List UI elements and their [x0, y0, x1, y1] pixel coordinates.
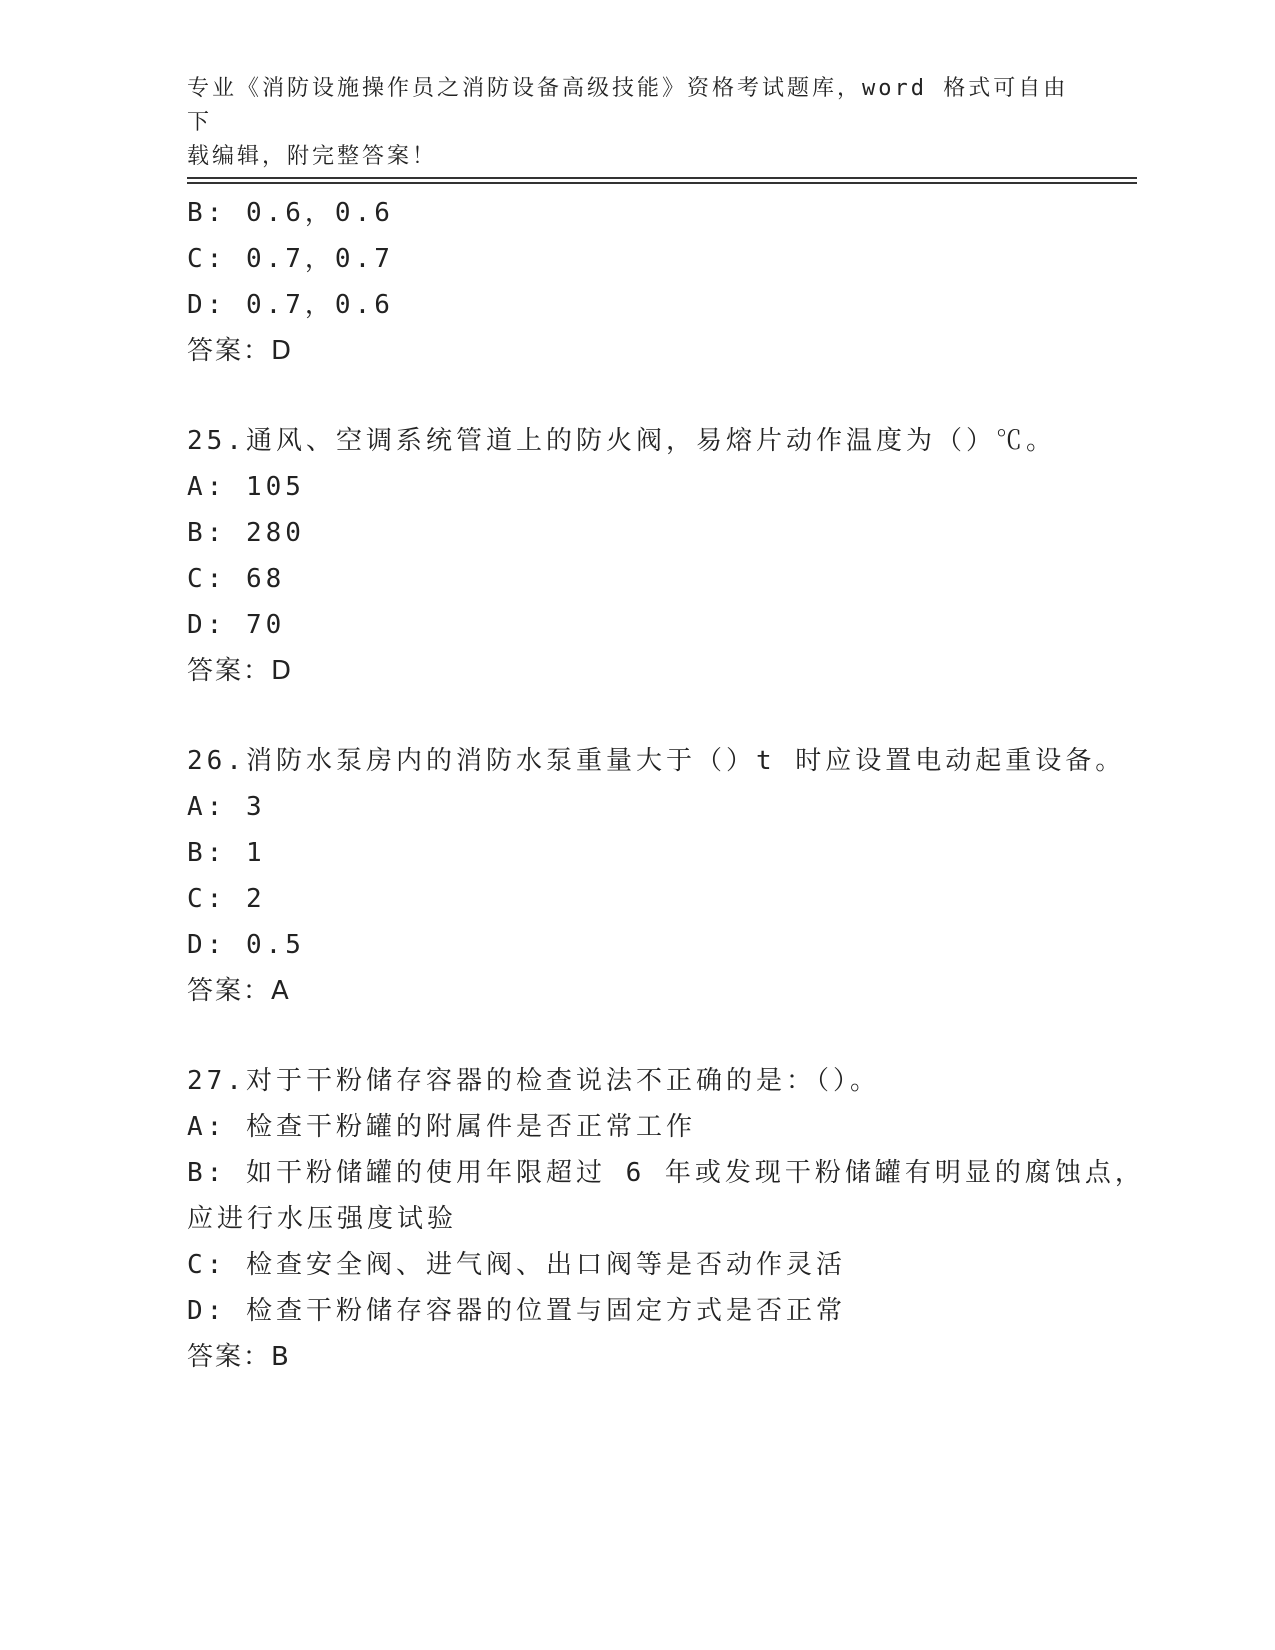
option-d: D: 检查干粉储存容器的位置与固定方式是否正常 [187, 1296, 846, 1326]
option-c: C: 2 [187, 884, 266, 914]
header-line-1: 专业《消防设施操作员之消防设备高级技能》资格考试题库，word 格式可自由下 [187, 76, 1069, 135]
option-b: B: 280 [187, 518, 305, 548]
option-a: A: 检查干粉罐的附属件是否正常工作 [187, 1112, 696, 1142]
option-b: B: 1 [187, 838, 266, 868]
question-block-25 [187, 418, 1107, 694]
spacer [187, 694, 1107, 738]
question-title: 27.对于干粉储存容器的检查说法不正确的是：（）。 [187, 1066, 880, 1096]
option-d: D: 0.5 [187, 930, 305, 960]
header-line-2: 载编辑，附完整答案！ [187, 144, 438, 169]
option-d: D: 0.7，0.6 [187, 290, 394, 320]
option-c: C: 检查安全阀、进气阀、出口阀等是否动作灵活 [187, 1250, 846, 1280]
option-c: C: 0.7，0.7 [187, 244, 394, 274]
option-a: A: 3 [187, 792, 266, 822]
option-c: C: 68 [187, 564, 286, 594]
question-block-26 [187, 738, 1126, 1014]
question-block-24-continued [187, 190, 1107, 374]
option-a: A: 105 [187, 472, 305, 502]
option-b: B: 如干粉储罐的使用年限超过 6 年或发现干粉储罐有明显的腐蚀点， [187, 1158, 1145, 1188]
header-rule-bottom [187, 182, 1137, 184]
question-title: 26.消防水泵房内的消防水泵重量大于（）t 时应设置电动起重设备。 [187, 746, 1126, 776]
question-title: 25.通风、空调系统管道上的防火阀，易熔片动作温度为（）℃。 [187, 426, 1056, 456]
spacer [187, 1014, 1107, 1058]
answer: 答案：B [187, 1342, 291, 1372]
answer: 答案：A [187, 976, 291, 1006]
option-b-continued: 应进行水压强度试验 [187, 1204, 458, 1234]
option-d: D: 70 [187, 610, 286, 640]
answer: 答案：D [187, 336, 294, 366]
spacer [187, 374, 1107, 418]
page-header [187, 72, 1087, 174]
question-content [187, 190, 1145, 1380]
question-block-27 [187, 1058, 1145, 1380]
option-b: B: 0.6，0.6 [187, 198, 394, 228]
header-rule-top [187, 177, 1137, 179]
answer: 答案：D [187, 656, 294, 686]
